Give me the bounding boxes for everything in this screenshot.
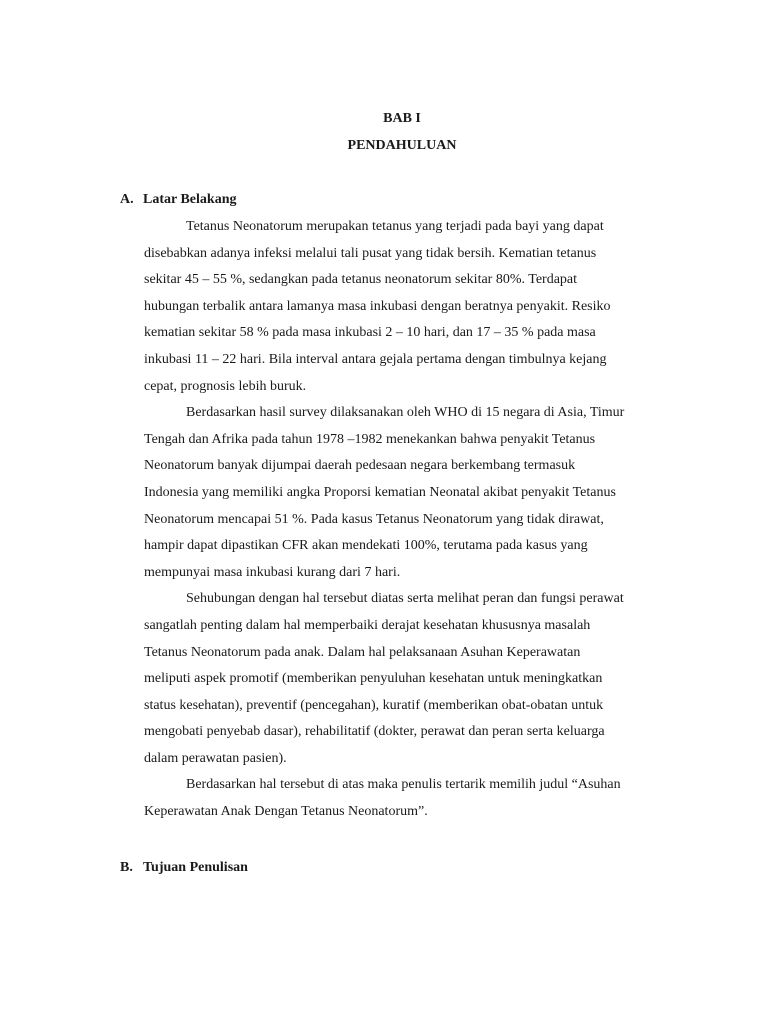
text-line: hubungan terbalik antara lamanya masa inkubasi dengan beratnya penyakit. Resiko (144, 298, 611, 314)
text-line: Tetanus Neonatorum merupakan tetanus yang terjadi pada bayi yang dapat (186, 219, 604, 234)
text-line: disebabkan adanya infeksi melalui tali pusat yang tidak bersih. Kematian tetanus (144, 245, 597, 261)
text-line: Indonesia yang memiliki angka Proporsi kematian Neonatal akibat penyakit Tetanus (144, 484, 616, 500)
text-line: sangatlah penting dalam hal memperbaiki derajat kesehatan khususnya masalah (144, 617, 591, 633)
text-line: status kesehatan), preventif (pencegahan), kuratif (memberikan obat-obatan untuk (144, 697, 604, 713)
text-line: hampir dapat dipastikan CFR akan mendekati 100%, terutama pada kasus yang (144, 538, 588, 554)
text-line: Berdasarkan hal tersebut di atas maka penulis tertarik memilih judul “Asuhan (186, 777, 621, 793)
text-line: meliputi aspek promotif (memberikan penyuluhan kesehatan untuk meningkatkan (144, 671, 603, 687)
text-line: kematian sekitar 58 % pada masa inkubasi 2 – 10 hari, dan 17 – 35 % pada masa (144, 325, 596, 341)
body-text (144, 214, 664, 826)
chapter-title: PENDAHULUAN (347, 138, 457, 153)
text-line: Keperawatan Anak Dengan Tetanus Neonatorum”. (144, 804, 428, 820)
text-line: mengobati penyebab dasar), rehabilitatif (dokter, perawat dan peran serta keluarga (144, 724, 605, 740)
section-a-heading (120, 192, 236, 208)
chapter-number: BAB I (383, 111, 421, 126)
text-line: Neonatorum banyak dijumpai daerah pedesaan negara berkembang termasuk (144, 458, 576, 474)
text-line: Tetanus Neonatorum pada anak. Dalam hal pelaksanaan Asuhan Keperawatan (144, 644, 581, 660)
text-line: Neonatorum mencapai 51 %. Pada kasus Tetanus Neonatorum yang tidak dirawat, (144, 511, 604, 527)
section-b-label: Tujuan Penulisan (143, 860, 248, 875)
section-a-letter: A. (120, 192, 134, 207)
section-b-letter: B. (120, 860, 133, 875)
section-a-label: Latar Belakang (143, 192, 237, 207)
text-line: inkubasi 11 – 22 hari. Bila interval antara gejala pertama dengan timbulnya kejang (144, 351, 607, 367)
text-line: Tengah dan Afrika pada tahun 1978 –1982 menekankan bahwa penyakit Tetanus (144, 431, 596, 447)
text-line: cepat, prognosis lebih buruk. (144, 378, 307, 394)
text-line: Berdasarkan hasil survey dilaksanakan oleh WHO di 15 negara di Asia, Timur (186, 405, 625, 421)
text-line: mempunyai masa inkubasi kurang dari 7 hari. (144, 564, 401, 580)
text-line: Sehubungan dengan hal tersebut diatas serta melihat peran dan fungsi perawat (186, 591, 624, 607)
section-b-heading (120, 860, 248, 876)
text-line: sekitar 45 – 55 %, sedangkan pada tetanus neonatorum sekitar 80%. Terdapat (144, 272, 578, 288)
text-line: dalam perawatan pasien). (144, 750, 287, 766)
